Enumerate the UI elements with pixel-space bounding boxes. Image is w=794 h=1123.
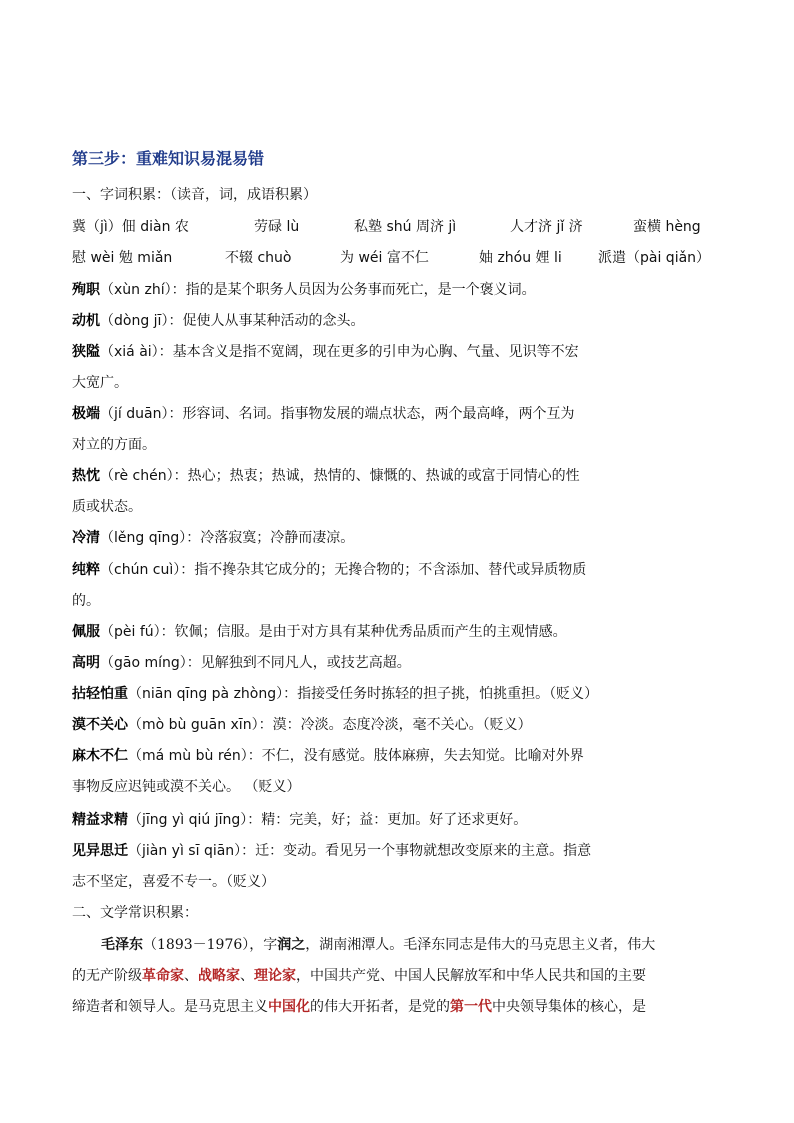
paragraph-line — [101, 935, 655, 955]
entry-continuation: 志不坚定，喜爱不专一。（贬义） — [72, 874, 275, 890]
entry-definition: （lěng qīng）：冷落寂寞；冷静而凄凉。 — [100, 530, 355, 546]
highlight-keyword: 理论家 — [254, 968, 296, 984]
vocab-item: 人才济 jǐ 济 — [510, 219, 583, 235]
entry-definition: （niān qīng pà zhòng）：指接受任务时拣轻的担子挑，怕挑重担。（贬义） — [128, 686, 599, 702]
paragraph-line — [72, 966, 646, 986]
entry-term: 见异思迁 — [72, 843, 128, 859]
entry-line — [72, 841, 591, 861]
entry-continuation: 质或状态。 — [72, 499, 142, 515]
entry-term: 佩服 — [72, 624, 100, 640]
entry-term: 纯粹 — [72, 562, 100, 578]
vocab-item: 慰 wèi 勉 miǎn — [72, 250, 173, 266]
vocab-item: 为 wéi 富不仁 — [340, 250, 429, 266]
entry-line — [72, 404, 574, 424]
entry-term: 拈轻怕重 — [72, 686, 128, 702]
entry-definition: （jīng yì qiú jīng）：精：完美，好；益：更加。好了还求更好。 — [128, 812, 528, 828]
vocab-item: 派遣（pài qiǎn） — [598, 250, 711, 266]
entry-line — [72, 653, 411, 673]
entry-line — [72, 311, 364, 331]
entry-line — [72, 466, 580, 486]
vocab-item: 劳碌 lù — [254, 219, 300, 235]
text-run: ，字 — [249, 937, 278, 953]
entry-line — [72, 342, 579, 362]
entry-definition: （xùn zhí）：指的是某个职务人员因为公务事而死亡，是一个褒义词。 — [100, 282, 536, 298]
entry-line — [72, 622, 567, 642]
vocab-item: 妯 zhóu 娌 li — [479, 250, 562, 266]
entry-definition: （dòng jī）：促使人从事某种活动的念头。 — [100, 313, 365, 329]
entry-line — [72, 684, 598, 704]
entry-definition: （jiàn yì sī qiān）：迁：变动。看见另一个事物就想改变原来的主意。指意 — [128, 843, 592, 859]
text-run: ，湖南湘潭人。毛泽东同志是伟大的马克思主义者，伟大 — [305, 937, 656, 953]
entry-definition: （rè chén）：热心；热衷；热诚，热情的、慷慨的、热诚的或富于同情心的性 — [100, 468, 580, 484]
vocab-item: 不辍 chuò — [225, 250, 292, 266]
entry-term: 漠不关心 — [72, 717, 128, 733]
entry-definition: （má mù bù rén）：不仁，没有感觉。肢体麻痹，失去知觉。比喻对外界 — [128, 748, 584, 764]
entry-definition: （xiá ài）：基本含义是指不宽阔，现在更多的引申为心胸、气量、见识等不宏 — [100, 344, 579, 360]
entry-term: 麻木不仁 — [72, 748, 128, 764]
text-run: ，中国共产党、中国人民解放军和中华人民共和国的主要 — [296, 968, 646, 984]
highlight-keyword: 中国化 — [268, 999, 310, 1015]
text-run: 中央领导集体的核心，是 — [492, 999, 646, 1015]
vocab-item: 冀（jì）佃 diàn 农 — [72, 219, 189, 235]
entry-term: 殉职 — [72, 282, 100, 298]
entry-line — [72, 746, 584, 766]
entry-line — [72, 560, 586, 580]
entry-continuation: 对立的方面。 — [72, 437, 156, 453]
life-years: （1893－1976） — [143, 937, 250, 953]
entry-term: 狭隘 — [72, 344, 100, 360]
entry-term: 动机 — [72, 313, 100, 329]
highlight-keyword: 革命家 — [142, 968, 184, 984]
vocab-item: 蛮横 hèng — [633, 219, 701, 235]
paragraph-line — [72, 997, 646, 1017]
entry-continuation: 事物反应迟钝或漠不关心。 （贬义） — [72, 779, 301, 795]
highlight-keyword: 战略家 — [198, 968, 240, 984]
section-heading: 第三步：重难知识易混易错 — [72, 149, 265, 168]
entry-line — [72, 528, 354, 548]
section-title-literature: 二、文学常识积累： — [72, 905, 198, 921]
entry-definition: （mò bù guān xīn）：漠：冷淡。态度冷淡，毫不关心。（贬义） — [128, 717, 532, 733]
vocab-item: 私塾 shú 周济 jì — [354, 219, 457, 235]
text-run: 、 — [184, 968, 198, 984]
text-run: 的无产阶级 — [72, 968, 142, 984]
entry-line — [72, 810, 527, 830]
entry-term: 冷清 — [72, 530, 100, 546]
entry-line — [72, 715, 532, 735]
section-title-vocab: 一、字词积累：（读音，词，成语积累） — [72, 187, 317, 203]
entry-definition: （pèi fú）：钦佩；信服。是由于对方具有某种优秀品质而产生的主观情感。 — [100, 624, 567, 640]
text-run: 的伟大开拓者，是党的 — [310, 999, 450, 1015]
entry-definition: （gāo míng）：见解独到不同凡人，或技艺高超。 — [100, 655, 411, 671]
entry-term: 高明 — [72, 655, 100, 671]
person-name: 毛泽东 — [101, 937, 143, 953]
entry-line — [72, 280, 536, 300]
entry-continuation: 大宽广。 — [72, 375, 128, 391]
highlight-keyword: 第一代 — [450, 999, 492, 1015]
courtesy-name: 润之 — [277, 937, 306, 953]
entry-term: 热忱 — [72, 468, 100, 484]
entry-definition: （chún cuì）：指不搀杂其它成分的；无搀合物的；不含添加、替代或异质物质 — [100, 562, 587, 578]
entry-definition: （jí duān）：形容词、名词。指事物发展的端点状态，两个最高峰，两个互为 — [100, 406, 575, 422]
entry-term: 精益求精 — [72, 812, 128, 828]
text-run: 缔造者和领导人。是马克思主义 — [72, 999, 268, 1015]
entry-continuation: 的。 — [72, 593, 100, 609]
text-run: 、 — [240, 968, 254, 984]
entry-term: 极端 — [72, 406, 100, 422]
